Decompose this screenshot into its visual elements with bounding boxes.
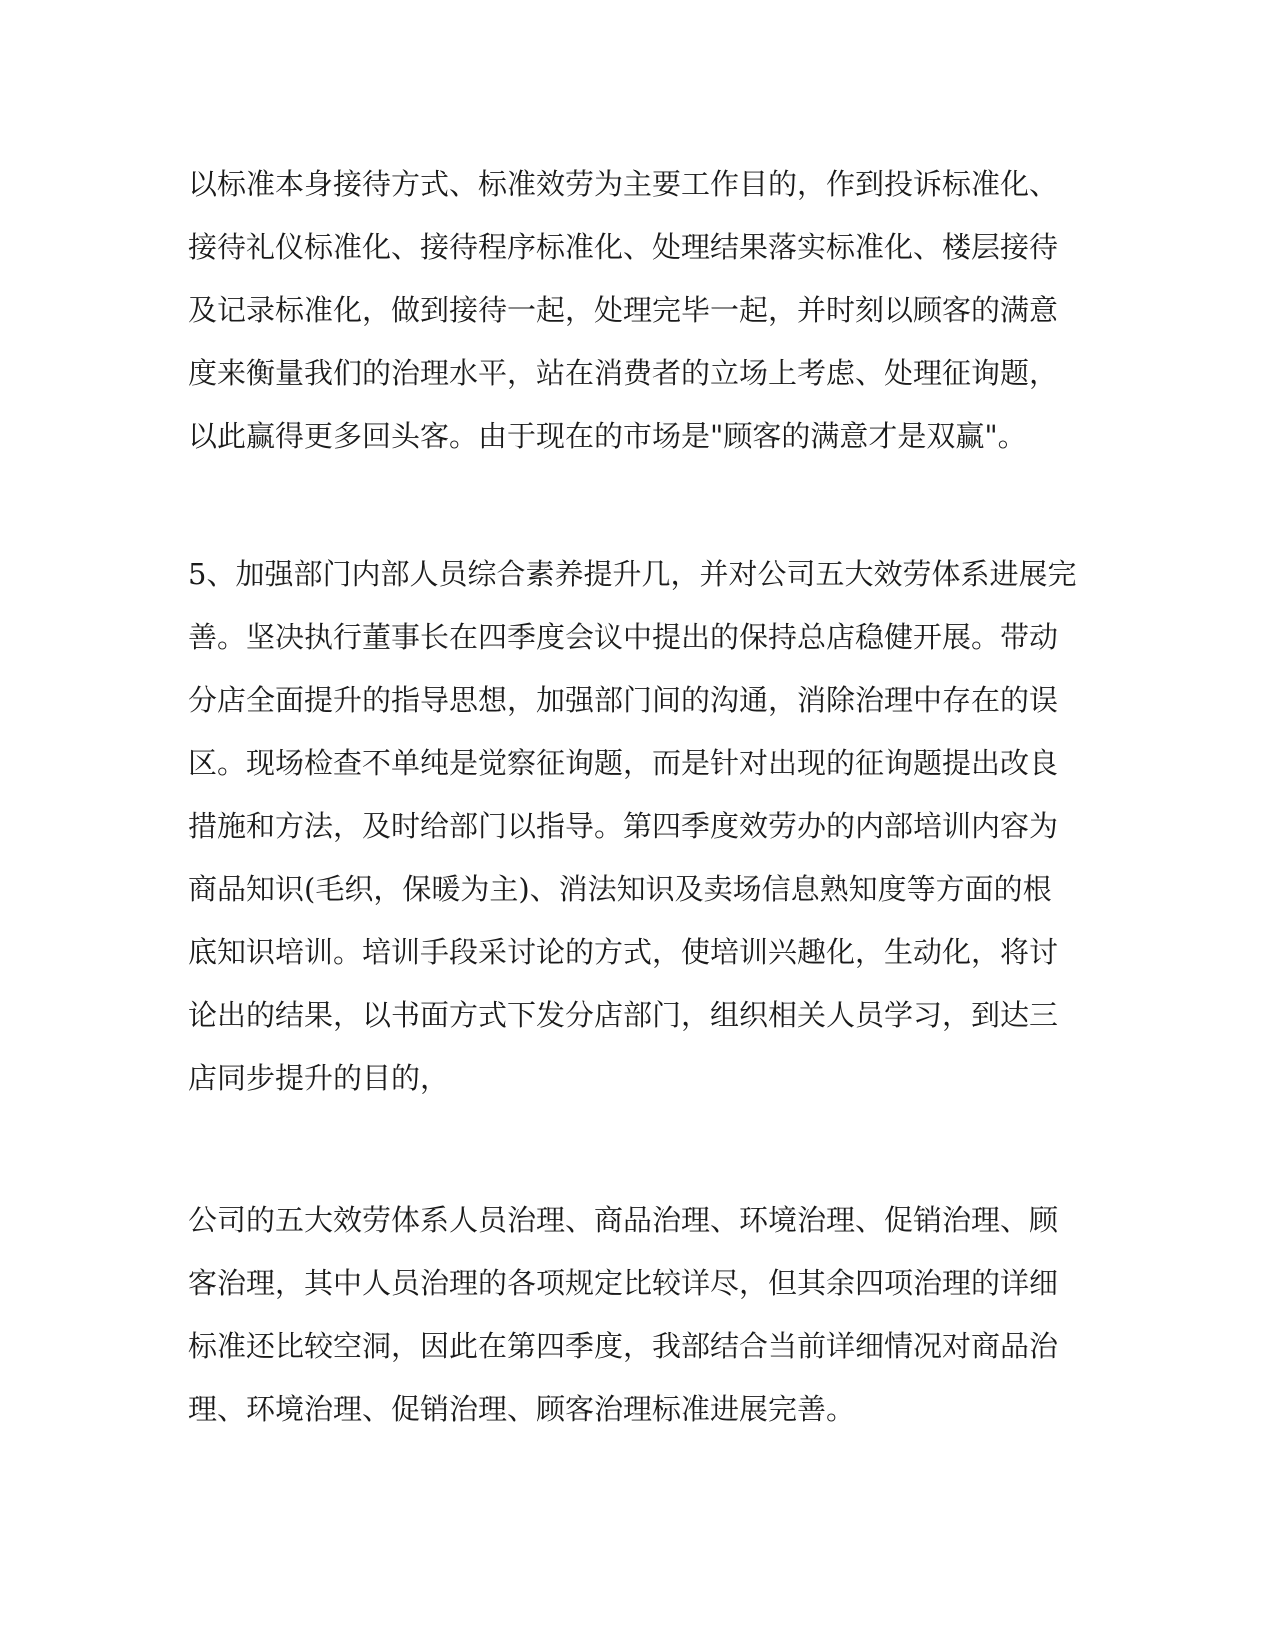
text-line: 以标准本身接待方式、标准效劳为主要工作目的，作到投诉标准化、 — [188, 167, 1059, 201]
text-line: 措施和方法，及时给部门以指导。第四季度效劳办的内部培训内容为 — [188, 809, 1059, 843]
text-line: 分店全面提升的指导思想，加强部门间的沟通，消除治理中存在的误 — [188, 683, 1059, 717]
text-line: 区。现场检查不单纯是觉察征询题，而是针对出现的征询题提出改良 — [188, 746, 1059, 780]
text-line: 5、加强部门内部人员综合素养提升几，并对公司五大效劳体系进展完 — [188, 557, 1077, 591]
paragraph-2 — [188, 543, 1088, 1110]
text-line: 商品知识(毛织，保暖为主)、消法知识及卖场信息熟知度等方面的根 — [188, 872, 1052, 906]
text-line: 标准还比较空洞，因此在第四季度，我部结合当前详细情况对商品治 — [188, 1329, 1059, 1363]
text-line: 以此赢得更多回头客。由于现在的市场是"顾客的满意才是双赢"。 — [188, 419, 1027, 453]
text-line: 善。坚决执行董事长在四季度会议中提出的保持总店稳健开展。带动 — [188, 620, 1059, 654]
text-line: 理、环境治理、促销治理、顾客治理标准进展完善。 — [188, 1392, 856, 1426]
text-line: 店同步提升的目的， — [188, 1061, 450, 1095]
text-line: 客治理，其中人员治理的各项规定比较详尽，但其余四项治理的详细 — [188, 1266, 1059, 1300]
text-line: 度来衡量我们的治理水平，站在消费者的立场上考虑、处理征询题， — [188, 356, 1059, 390]
text-line: 及记录标准化，做到接待一起，处理完毕一起，并时刻以顾客的满意 — [188, 293, 1059, 327]
paragraph-1 — [188, 153, 1088, 468]
text-line: 论出的结果，以书面方式下发分店部门，组织相关人员学习，到达三 — [188, 998, 1059, 1032]
text-line: 底知识培训。培训手段采讨论的方式，使培训兴趣化，生动化，将讨 — [188, 935, 1059, 969]
text-line: 接待礼仪标准化、接待程序标准化、处理结果落实标准化、楼层接待 — [188, 230, 1059, 264]
paragraph-3 — [188, 1189, 1088, 1441]
text-line: 公司的五大效劳体系人员治理、商品治理、环境治理、促销治理、顾 — [188, 1203, 1059, 1237]
